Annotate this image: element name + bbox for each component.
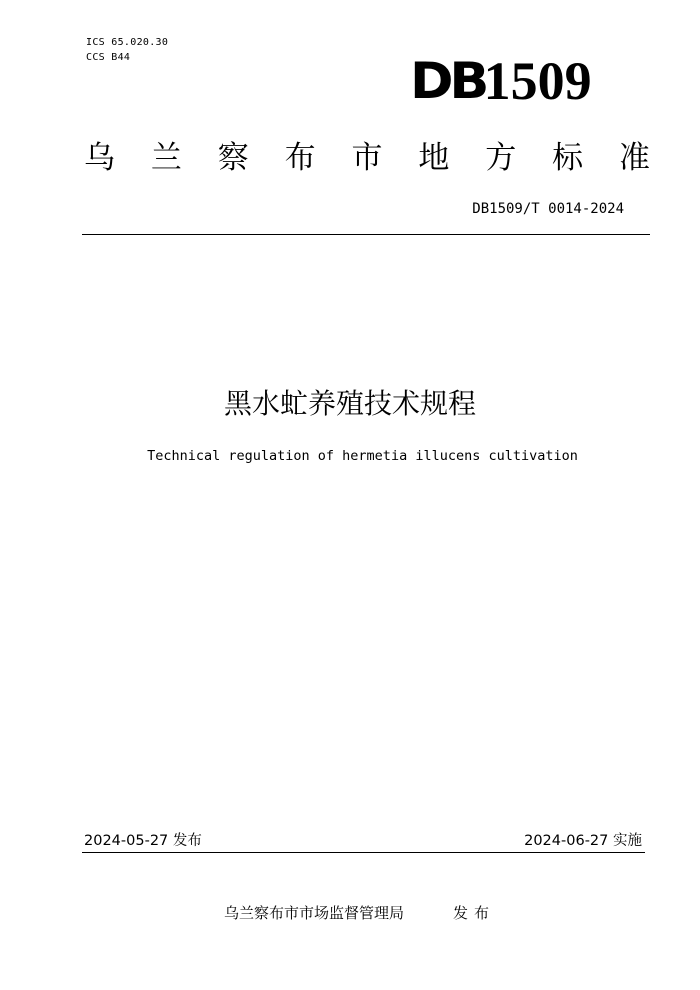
standard-type-char: 兰 [150,140,182,176]
implement-date: 2024-06-27 实施 [524,833,642,849]
title-chinese: 黑水虻养殖技术规程 [223,387,476,420]
standard-type-char: 准 [619,140,650,176]
header-divider [82,234,650,235]
footer-divider [82,852,645,853]
issue-label: 发布 [453,904,496,922]
logo-code-text: 1509 [483,51,592,111]
standard-code: DB1509/T 0014-2024 [472,201,624,217]
standard-type-char: 察 [217,140,249,176]
standard-type-char: 地 [418,140,450,176]
standard-type-char: 方 [485,140,517,176]
title-english: Technical regulation of hermetia illucens cultivation [147,448,578,464]
standard-type-char: 布 [284,140,316,176]
standard-type-char: 市 [351,140,383,176]
db-logo [410,48,620,111]
standard-type-char: 乌 [84,140,115,176]
standard-type-heading [84,138,650,178]
logo-db-text: DB [410,52,486,110]
ccs-code: CCS B44 [86,52,131,63]
issuing-authority: 乌兰察布市市场监督管理局 [224,904,405,922]
ics-code: ICS 65.020.30 [86,37,169,48]
standard-type-char: 标 [552,140,584,176]
publish-date: 2024-05-27 发布 [84,833,202,849]
